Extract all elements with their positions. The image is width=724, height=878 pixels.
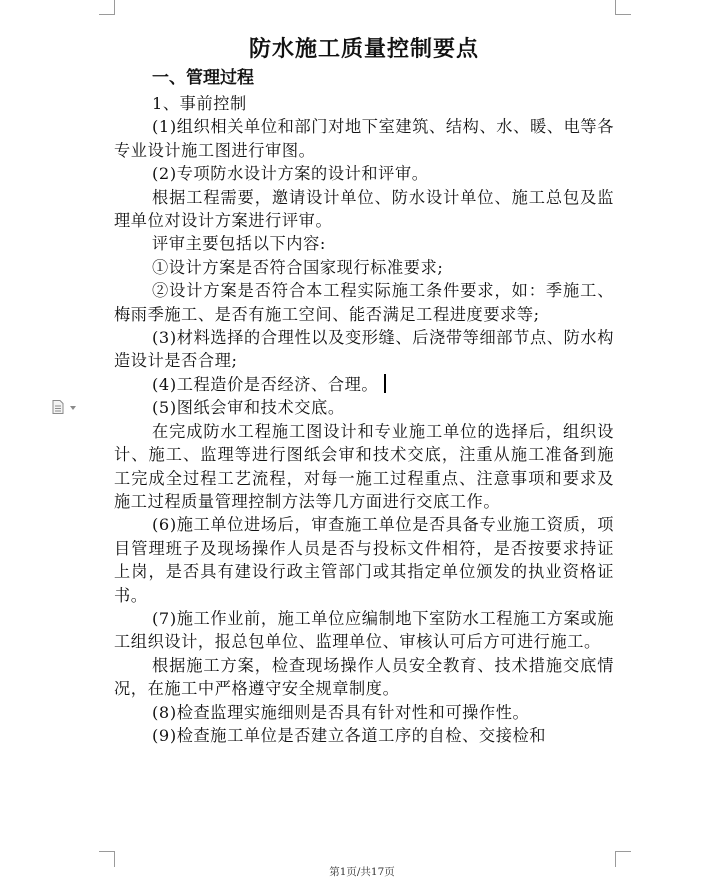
section-heading: 一、管理过程 bbox=[152, 68, 254, 88]
document-icon[interactable] bbox=[52, 400, 64, 414]
paragraph-9[interactable] bbox=[114, 373, 614, 396]
paragraph-7: ②设计方案是否符合本工程实际施工条件要求，如：季施工、梅雨季施工、是否有施工空间、能否满足工程进度要求等; bbox=[114, 281, 614, 324]
paragraph-15: (8)检查监理实施细则是否具有针对性和可操作性。 bbox=[152, 702, 530, 722]
paragraph-4: 根据工程需要，邀请设计单位、防水设计单位、施工总包及监理单位对设计方案进行评审。 bbox=[114, 187, 614, 231]
paragraph-12: (6)施工单位进场后，审查施工单位是否具备专业施工资质，项目管理班子及现场操作人员是否与投标文件相符，是否按要求持证上岗，是否具有建设行政主管部门或其指定单位颁发的执业资格证书。 bbox=[114, 515, 614, 605]
paragraph-3: (2)专项防水设计方案的设计和评审。 bbox=[152, 164, 429, 184]
document-page bbox=[114, 34, 614, 747]
page-corner-bottom-right bbox=[615, 851, 631, 867]
page-corner-top-left bbox=[99, 0, 115, 15]
page-corner-top-right bbox=[615, 0, 631, 15]
paragraph-9-text: (4)工程造价是否经济、合理。 bbox=[152, 374, 379, 394]
chevron-down-icon[interactable] bbox=[70, 406, 76, 410]
text-cursor bbox=[384, 374, 386, 393]
paragraph-10: (5)图纸会审和技术交底。 bbox=[152, 398, 345, 418]
paragraph-14: 根据施工方案，检查现场操作人员安全教育、技术措施交底情况，在施工中严格遵守安全规章制度。 bbox=[114, 655, 614, 699]
paragraph-11: 在完成防水工程施工图设计和专业施工单位的选择后，组织设计、施工、监理等进行图纸会审和技术交底，注重从施工准备到施工完成全过程工艺流程，对每一施工过程重点、注意事项和要求及施工过程质量管理控制方法等几方面进行交底工作。 bbox=[114, 421, 614, 511]
paragraph-1: 1、事前控制 bbox=[152, 94, 247, 113]
paragraph-2: (1)组织相关单位和部门对地下室建筑、结构、水、暖、电等各专业设计施工图进行审图。 bbox=[114, 117, 614, 160]
paragraph-13: (7)施工作业前，施工单位应编制地下室防水工程施工方案或施工组织设计，报总包单位、监理单位、审核认可后方可进行施工。 bbox=[114, 608, 614, 652]
paragraph-8: (3)材料选择的合理性以及变形缝、后浇带等细部节点、防水构造设计是否合理; bbox=[114, 328, 614, 371]
document-title: 防水施工质量控制要点 bbox=[248, 36, 479, 62]
page-corner-bottom-left bbox=[99, 851, 115, 867]
paragraph-6: ①设计方案是否符合国家现行标准要求; bbox=[152, 257, 444, 277]
paragraph-5: 评审主要包括以下内容: bbox=[152, 234, 326, 254]
page-indicator: 第1页/共17页 bbox=[329, 866, 395, 878]
paragraph-16: (9)检查施工单位是否建立各道工序的自检、交接检和 bbox=[152, 725, 547, 745]
